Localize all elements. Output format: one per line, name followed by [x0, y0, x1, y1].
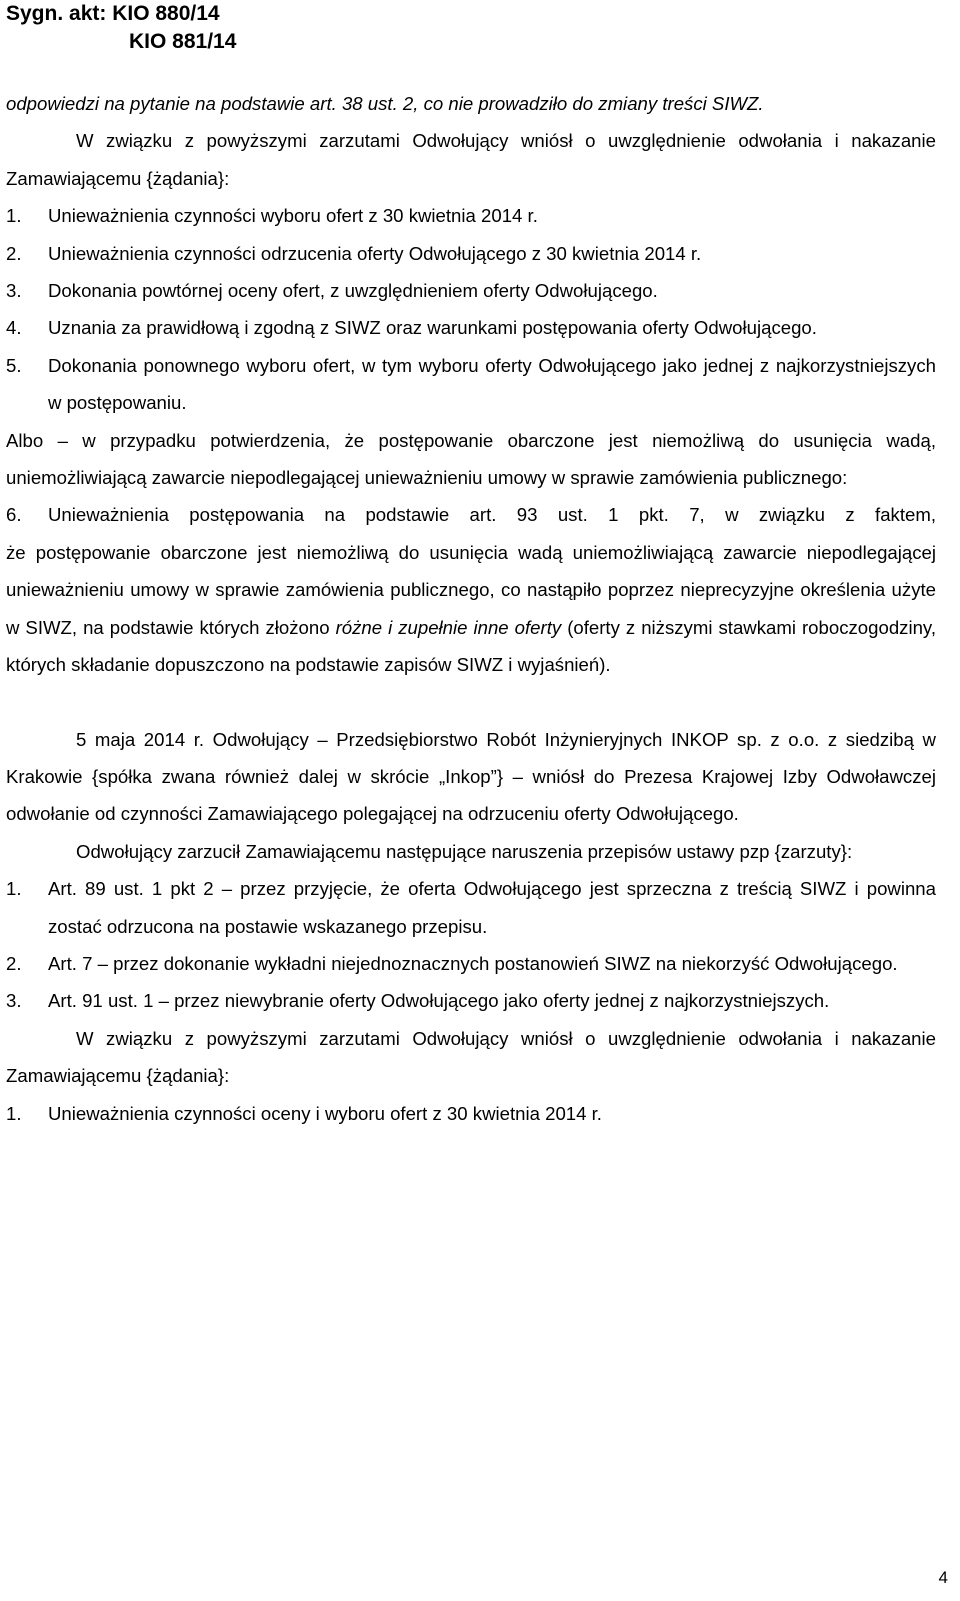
list-item: [6, 309, 936, 346]
list-item-text: Art. 7 – przez dokonanie wykładni niejednoznacznych postanowień SIWZ na niekorzyść Odwołującego.: [48, 952, 898, 974]
list-item: [6, 272, 936, 309]
list-item-number: 6.: [6, 504, 22, 526]
charges-list: [6, 870, 936, 1020]
list-item-text: Unieważnienia postępowania na podstawie art. 93 ust. 1 pkt. 7, w związku z faktem,: [48, 504, 936, 526]
list-item-number: 1.: [6, 1102, 22, 1124]
list-item: [6, 197, 936, 234]
list-item-number: 5.: [6, 354, 22, 376]
list-item-number: 1.: [6, 878, 22, 900]
paragraph-appeal-filing: 5 maja 2014 r. Odwołujący – Przedsiębiorstwo Robót Inżynieryjnych INKOP sp. z o.o. z siedzibą w Krakowie {spółka zwana również dalej w skrócie „Inkop”} – wniósł do Prezesa Krajowej Izby Odwoławczej odwołanie od czynności Zamawiającego polegającej na odrzuceniu oferty Odwołującego.: [6, 728, 936, 825]
paragraph-spacer: [6, 684, 936, 721]
list-item-number: 1.: [6, 205, 22, 227]
list-item: [6, 235, 936, 272]
list-item-text: Unieważnienia czynności odrzucenia oferty Odwołującego z 30 kwietnia 2014 r.: [48, 242, 702, 264]
list-item: [6, 347, 936, 422]
paragraph-demands-intro: W związku z powyższymi zarzutami Odwołujący wniósł o uwzględnienie odwołania i nakazanie Zamawiającemu {żądania}:: [6, 130, 936, 189]
list-item: [6, 870, 936, 945]
list-item-number: 4.: [6, 317, 22, 339]
list-item-number: 2.: [6, 242, 22, 264]
list-item-text: Dokonania powtórnej oceny ofert, z uwzględnieniem oferty Odwołującego.: [48, 280, 658, 302]
list-item-text: Art. 91 ust. 1 – przez niewybranie oferty Odwołującego jako oferty jednej z najkorzystniejszych.: [48, 990, 830, 1012]
list-item: [6, 1095, 936, 1132]
list-item-text: Unieważnienia czynności wyboru ofert z 30 kwietnia 2014 r.: [48, 205, 538, 227]
demands-list-2: [6, 1095, 936, 1132]
list-item-number: 2.: [6, 952, 22, 974]
list-item: [6, 945, 936, 982]
italic-text-segment: różne i zupełnie inne oferty: [335, 616, 562, 638]
list-item: [6, 982, 936, 1019]
paragraph-alternative: Albo – w przypadku potwierdzenia, że postępowanie obarczone jest niemożliwą do usunięcia wadą, uniemożliwiającą zawarcie niepodlegającej unieważnieniu umowy w sprawie zamówienia publicznego:: [6, 429, 936, 489]
case-signature-line-2: KIO 881/14: [129, 30, 237, 53]
list-item-number: 3.: [6, 280, 22, 302]
list-item-number: 3.: [6, 990, 22, 1012]
text-segment: że postępowanie obarczone jest niemożliwą do usunięcia wadą uniemożliwiającą zawarcie niepodlegającej unieważnieniu umowy w sprawie zamówienia publicznego, co nastąpiło poprzez nieprecyzyjne określenia użyte w SIWZ, na podstawie których złożono: [6, 541, 936, 638]
list-item-text: Dokonania ponownego wyboru ofert, w tym wyboru oferty Odwołującego jako jednej z najkorzystniejszych w postępowaniu.: [48, 354, 936, 414]
list-item-text: Art. 89 ust. 1 pkt 2 – przez przyjęcie, że oferta Odwołującego jest sprzeczna z treścią SIWZ i powinna zostać odrzucona na postawie wskazanego przepisu.: [48, 878, 936, 937]
paragraph-charges-intro: Odwołujący zarzucił Zamawiającemu następujące naruszenia przepisów ustawy pzp {zarzuty}:: [76, 840, 853, 862]
demands-list: [6, 197, 936, 421]
list-item-text: Unieważnienia czynności oceny i wyboru ofert z 30 kwietnia 2014 r.: [48, 1102, 602, 1124]
list-item: [6, 496, 936, 533]
page-number: 4: [938, 1568, 948, 1587]
list-item-text: Uznania za prawidłową i zgodną z SIWZ oraz warunkami postępowania oferty Odwołującego.: [48, 317, 817, 339]
paragraph-defect-explanation: [6, 534, 936, 684]
text-segment: (oferty z niższymi stawkami roboczogodziny, których składanie dopuszczono na podstawie zapisów SIWZ i wyjaśnień).: [6, 616, 937, 676]
case-signature-line-1: Sygn. akt: KIO 880/14: [6, 2, 220, 25]
paragraph-continuation: odpowiedzi na pytanie na podstawie art. 38 ust. 2, co nie prowadziło do zmiany treści SIWZ.: [6, 93, 764, 114]
case-reference-header: [6, 0, 236, 56]
paragraph-demands-intro-2: W związku z powyższymi zarzutami Odwołujący wniósł o uwzględnienie odwołania i nakazanie Zamawiającemu {żądania}:: [6, 1027, 936, 1087]
document-body: [6, 85, 936, 1132]
